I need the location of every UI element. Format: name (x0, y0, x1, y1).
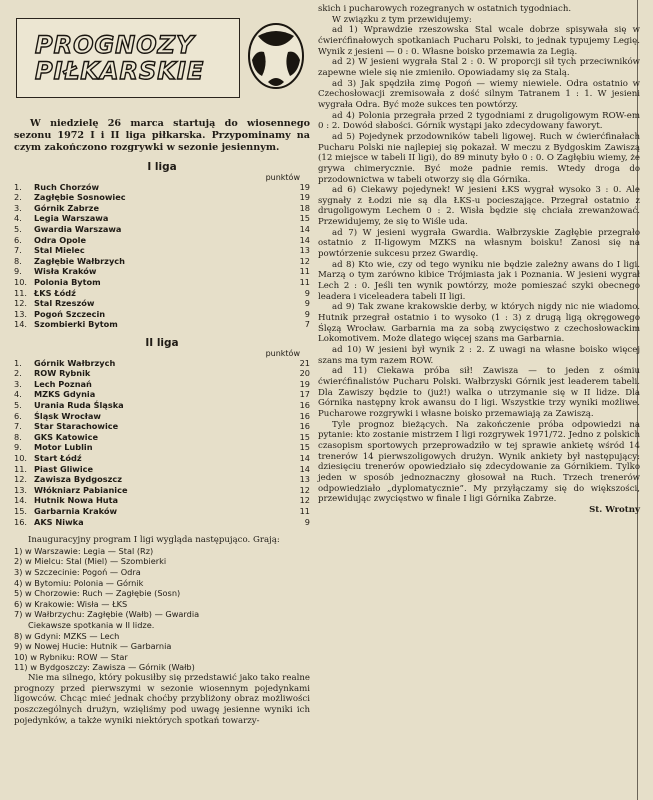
row-team: Hutnik Nowa Huta (34, 495, 119, 506)
row-points: 16 (299, 410, 310, 421)
row-points: 15 (299, 442, 310, 453)
table-row (14, 266, 310, 277)
row-position: 14. (14, 495, 28, 506)
row-position: 11. (14, 463, 28, 474)
table-row (14, 506, 310, 517)
row-position: 10. (14, 452, 28, 463)
row-team: Pogoń Szczecin (34, 308, 106, 319)
row-position: 5. (14, 400, 22, 410)
row-position: 12. (14, 298, 28, 309)
summary-paragraph: Tyle prognoz bieżących. Na zakończenie próba odpowiedzi na pytanie: kto zostanie mistrzem I ligi rozgrywek 1971/72. Jedno z polskich czasopism sportowych przeprowadziło w tej sprawie ankietę wśród 14 trenerów 14 pierwszoligowych drużyn. Wynik ankiety był następujący: dziesięciu trenerów opowiedziało się zdecydowanie za Górnikiem. Tylko jeden w sposób jednoznaczny głosował na Ruch. Trzech trenerów odpowiedziało „dyplomatycznie”. My przyłączamy się do większości, przewidując zwycięstwo w finale I ligi Górnika Zabrze. (318, 419, 640, 505)
prediction-2: ad 2) W jesieni wygrała Stal 2 : 0. W proporcji sił tych przeciwników zapewne wiele się nie zmieniło. Opowiadamy się za Stalą. (318, 57, 640, 78)
table-row (14, 309, 310, 320)
row-team: Stal Mielec (34, 245, 85, 256)
row-points: 14 (299, 224, 310, 235)
row-points: 9 (304, 298, 310, 309)
table-row (14, 235, 310, 246)
program-note: Ciekawsze spotkania w II lidze. (28, 619, 155, 630)
row-team: Garbarnia Kraków (34, 505, 118, 516)
row-team: Urania Ruda Śląska (34, 400, 124, 410)
author-signature: St. Wrotny (589, 504, 640, 515)
row-team: Legia Warszawa (34, 213, 109, 224)
row-position: 7. (14, 421, 22, 432)
prediction-5: ad 5) Pojedynek przodowników tabeli ligowej. Ruch w ćwierćfinałach Pucharu Polski nie najlepiej się pokazał. W meczu z Bydgoskim Zawiszą (12 miejsce w tabeli II ligi), do 89 minuty było 0 : 0. O Zagłębiu wiemy, że grywa chimerycznie. Być może padnie remis. Wtedy droga do przodownictwa w tabeli otworzy się dla Górnika. (318, 131, 640, 185)
table-row (14, 379, 310, 390)
match-item: 1) w Warszawie: Legia — Stal (Rz) (14, 545, 154, 556)
row-points: 11 (299, 266, 310, 277)
row-points: 21 (299, 357, 310, 368)
match-item: 4) w Bytomiu: Polonia — Górnik (14, 577, 144, 588)
table-row (14, 277, 310, 288)
liga1-heading: I liga (147, 161, 177, 173)
row-team: ROW Rybnik (34, 368, 91, 379)
row-team: Śląsk Wrocław (34, 410, 101, 421)
row-position: 3. (14, 202, 22, 213)
row-points: 9 (304, 516, 310, 527)
row-position: 10. (14, 277, 28, 287)
row-team: Szombierki Bytom (34, 319, 118, 330)
liga2-points-label: punktów (265, 348, 300, 358)
right-paragraph-1: W związku z tym przewidujemy: (332, 14, 472, 25)
table-row (14, 474, 310, 485)
table-row (14, 464, 310, 475)
row-points: 14 (299, 234, 310, 245)
table-row (14, 517, 310, 528)
table-row (14, 411, 310, 422)
match-item: 3) w Szczecinie: Pogoń — Odra (14, 566, 141, 577)
row-points: 20 (299, 368, 310, 379)
prediction-6: ad 6) Ciekawy pojedynek! W jesieni ŁKS wygrał wysoko 3 : 0. Ale sygnały z Łodzi nie są dla ŁKS-u pocieszające. Przegrał ostatnio z drugoligowym Lechem 0 : 2. Wisła będzie się chciała zrewanżować. Przewidujemy, że się to Wiśle uda. (318, 185, 640, 228)
table-row (14, 192, 310, 203)
row-team: AKS Niwka (34, 516, 84, 527)
row-position: 3. (14, 378, 22, 389)
row-team: Polonia Bytom (34, 277, 101, 287)
row-team: GKS Katowice (34, 431, 98, 442)
match-item: 2) w Mielcu: Stal (Miel) — Szombierki (14, 556, 167, 567)
program-closing: Nie ma silnego, który pokusiłby się przedstawić jako tako realne prognozy przed pierwszymi w sezonie wiosennym pojedynkami ligowców. Chcąc mieć jednak choćby przybliżony obraz możliwości poszczególnych drużyn, wzięliśmy pod uwagę jesienne wyniki ich pojedynków, a także wyniki niektórych spotkań towarzy- (14, 672, 310, 726)
table-row (14, 213, 310, 224)
prediction-3: ad 3) Jak spędziła zimę Pogoń — wiemy niewiele. Odra ostatnio w Czechosłowacji zremisowała z dość silnym Tatranem 1 : 1. W jesieni wygrała Odra. Być może sukces ten powtórzy. (318, 78, 640, 110)
liga1-points-label: punktów (265, 172, 300, 182)
row-points: 9 (304, 287, 310, 298)
row-position: 6. (14, 234, 22, 245)
prediction-11: ad 11) Ciekawa próba sił! Zawisza — to jeden z ośmiu ćwierćfinalistów Pucharu Polski. Wałbrzyski Górnik jest leaderem tabeli. Dla Zawiszy będzie to (już!) walka o utrzymanie się w II lidze. Dla Górnika następny krok awansu do I ligi. Wszystkie trzy wyniki możliwe. Pucharowe rozgrywki i własne boisko przemawiają za Zawiszą. (318, 366, 640, 419)
table-row (14, 288, 310, 299)
table-row (14, 245, 310, 256)
row-team: ŁKS Łódź (34, 287, 76, 298)
liga2-heading: II liga (145, 336, 179, 349)
row-position: 4. (14, 213, 22, 224)
table-row (14, 368, 310, 379)
row-position: 13. (14, 308, 28, 319)
table-row (14, 389, 310, 400)
row-team: Piast Gliwice (34, 463, 94, 474)
match-item: 10) w Rybniku: ROW — Star (14, 651, 128, 662)
row-points: 11 (299, 505, 310, 516)
row-points: 15 (299, 431, 310, 442)
row-points: 14 (299, 452, 310, 463)
row-team: Wisła Kraków (34, 266, 97, 277)
prediction-10: ad 10) W jesieni był wynik 2 : 2. Z uwagi na własne boisko więcej szans ma tym razem ROW. (318, 345, 640, 366)
row-position: 4. (14, 389, 22, 400)
match-item: 8) w Gdyni: MZKS — Lech (14, 630, 120, 641)
row-points: 12 (299, 484, 310, 495)
right-paragraph-0: skich i pucharowych rozegranych w ostatnich tygodniach. (318, 4, 572, 14)
row-position: 11. (14, 287, 28, 298)
row-position: 2. (14, 368, 22, 379)
row-points: 16 (299, 400, 310, 410)
row-position: 5. (14, 224, 22, 235)
row-position: 16. (14, 516, 28, 527)
row-points: 11 (299, 277, 310, 287)
row-position: 8. (14, 255, 22, 266)
row-team: Stal Rzeszów (34, 298, 95, 309)
row-team: Górnik Zabrze (34, 202, 99, 213)
match-list (14, 546, 310, 620)
table-row (14, 256, 310, 267)
row-position: 1. (14, 357, 22, 368)
prediction-1: ad 1) Wprawdzie rzeszowska Stal wcale dobrze spisywała się w ćwierćfinałowych spotkaniach Pucharu Polski, to jednak typujemy Legię. Wynik z jesieni — 0 : 0. Własne boisko przemawia za Legią. (318, 25, 640, 57)
row-team: Zagłębie Wałbrzych (34, 255, 125, 266)
table-row (14, 203, 310, 214)
left-column (14, 8, 310, 726)
match-item: 7) w Wałbrzychu: Zagłębie (Wałb) — Gwardia (14, 609, 200, 620)
row-team: Lech Poznań (34, 378, 92, 389)
row-position: 13. (14, 484, 28, 495)
row-points: 12 (299, 495, 310, 506)
row-team: Ruch Chorzów (34, 181, 100, 192)
title-line-1: PROGNOZY (35, 31, 195, 59)
table-row (14, 400, 310, 411)
row-team: Górnik Wałbrzych (34, 357, 116, 368)
match-list-2 (14, 631, 310, 673)
table-row (14, 298, 310, 309)
row-position: 14. (14, 319, 28, 330)
row-position: 8. (14, 431, 22, 442)
row-points: 9 (304, 308, 310, 319)
row-points: 18 (299, 202, 310, 213)
row-points: 19 (299, 181, 310, 192)
liga1-table (14, 182, 310, 330)
row-team: MZKS Gdynia (34, 389, 96, 400)
match-item: 11) w Bydgoszczy: Zawisza — Górnik (Wałb) (14, 662, 195, 673)
row-position: 1. (14, 181, 22, 192)
title-banner (14, 8, 310, 106)
program-lead: Inauguracyjny program I ligi wygląda następująco. Grają: (28, 535, 280, 546)
prediction-8: ad 8) Kto wie, czy od tego wyniku nie będzie zależny awans do I ligi. Marzą o tym zarówno kibice Trójmiasta jak i Poznania. W jesieni wygrał Lech 2 : 0. Jeśli ten wynik powtórzy, może pomieszać szyki obecnego leadera i viceleadera tabeli II ligi. (318, 259, 640, 302)
row-team: Gwardia Warszawa (34, 224, 122, 235)
prediction-9: ad 9) Tak zwane krakowskie derby, w których nigdy nic nie wiadomo. Hutnik przegrał ostatnio i to wysoko (1 : 3) z drugą ligą okręgowego Ślęzą Wrocław. Garbarnia ma za sobą zwycięstwo z czechosłowackim Lokomotivem. Może dlatego więcej szans ma Garbarnia. (318, 302, 640, 345)
table-row (14, 319, 310, 330)
table-row (14, 358, 310, 369)
row-points: 17 (299, 389, 310, 400)
row-points: 19 (299, 192, 310, 203)
intro-paragraph: W niedzielę 26 marca startują do wiosennego sezonu 1972 I i II liga piłkarska. Przypominamy na czym zakończono rozgrywki w sezonie jesiennym. (14, 118, 310, 153)
table-row (14, 485, 310, 496)
row-position: 15. (14, 505, 28, 516)
row-points: 12 (299, 255, 310, 266)
table-row (14, 453, 310, 464)
row-team: Włókniarz Pabianice (34, 484, 128, 495)
row-position: 7. (14, 245, 22, 256)
row-team: Zawisza Bydgoszcz (34, 474, 123, 485)
row-points: 15 (299, 213, 310, 224)
football-icon (246, 20, 306, 92)
table-row (14, 442, 310, 453)
prediction-7: ad 7) W jesieni wygrała Gwardia. Wałbrzyskie Zagłębie przegrało ostatnio z II-ligowym MZKS na własnym boisku! Zanosi się na powtórzenie sukcesu przez Gwardię. (318, 227, 640, 260)
row-position: 6. (14, 410, 22, 421)
row-team: Odra Opole (34, 234, 87, 245)
row-points: 14 (299, 463, 310, 474)
row-team: Motor Lublin (34, 442, 93, 453)
title-line-2: PIŁKARSKIE (35, 57, 205, 85)
row-position: 9. (14, 266, 22, 277)
row-points: 19 (299, 378, 310, 389)
row-position: 9. (14, 442, 22, 453)
table-row (14, 421, 310, 432)
title-box (16, 18, 240, 98)
row-points: 13 (299, 245, 310, 256)
row-position: 12. (14, 474, 28, 485)
row-points: 7 (304, 319, 310, 330)
right-column (318, 4, 640, 516)
prediction-4: ad 4) Polonia przegrała przed 2 tygodniami z drugoligowym ROW-em 0 : 2. Dowód słabości. Górnik wystąpi jako zdecydowany faworyt. (318, 110, 640, 132)
table-row (14, 432, 310, 443)
match-item: 5) w Chorzowie: Ruch — Zagłębie (Sosn) (14, 588, 181, 599)
row-points: 16 (299, 421, 310, 432)
table-row (14, 182, 310, 193)
row-team: Star Starachowice (34, 421, 119, 432)
row-points: 13 (299, 474, 310, 485)
table-row (14, 495, 310, 506)
row-position: 2. (14, 192, 22, 203)
liga2-table (14, 358, 310, 528)
match-item: 6) w Krakowie: Wisła — ŁKS (14, 598, 128, 609)
row-team: Start Łódź (34, 452, 82, 463)
match-item: 9) w Nowej Hucie: Hutnik — Garbarnia (14, 641, 172, 652)
row-team: Zagłębie Sosnowiec (34, 192, 126, 203)
table-row (14, 224, 310, 235)
